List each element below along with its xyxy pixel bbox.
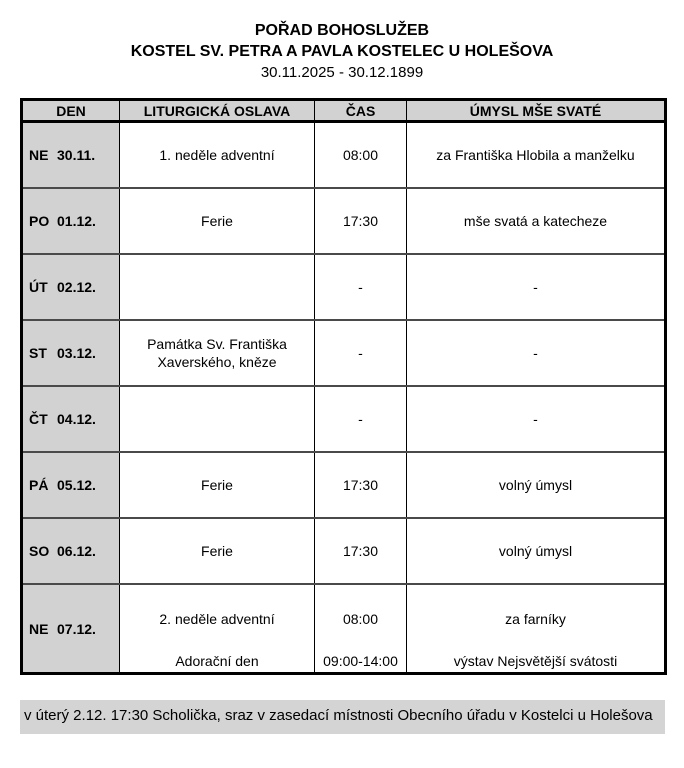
day-date: 03.12. [57, 345, 96, 361]
table-header-row [22, 100, 666, 122]
schedule-body [22, 122, 666, 674]
celebration-cell [120, 188, 315, 254]
celebration-cell [120, 386, 315, 452]
time-secondary-text: 09:00-14:00 [323, 653, 398, 669]
column-header-liturgicka-oslava: LITURGICKÁ OSLAVA [120, 100, 315, 122]
day-date: 04.12. [57, 411, 96, 427]
schedule-row [22, 122, 666, 189]
celebration-text: 1. neděle adventní [159, 147, 275, 163]
column-header-cas: ČAS [315, 100, 407, 122]
time-text: 08:00 [342, 147, 379, 163]
time-text: - [358, 345, 363, 361]
time-cell [315, 122, 407, 189]
intention-cell [407, 452, 666, 518]
date-range: 30.11.2025 - 30.12.1899 [260, 64, 424, 81]
day-abbrev: ÚT [29, 279, 48, 295]
celebration-text: 2. neděle adventní [159, 610, 275, 627]
day-abbrev: PÁ [29, 477, 49, 493]
schedule-row [22, 518, 666, 584]
column-header-umysl-mse-svate: ÚMYSL MŠE SVATÉ [407, 100, 666, 122]
intention-cell [407, 122, 666, 189]
celebration-text: Ferie [201, 543, 233, 559]
intention-cell [407, 584, 666, 674]
schedule-row [22, 320, 666, 386]
celebration-cell [120, 584, 315, 674]
time-text: - [358, 279, 363, 295]
day-cell [22, 320, 120, 386]
day-abbrev: PO [29, 213, 50, 229]
day-abbrev: NE [29, 147, 49, 163]
day-abbrev: NE [29, 620, 49, 637]
time-text: - [358, 411, 363, 427]
day-abbrev: SO [29, 543, 50, 559]
day-abbrev: ST [29, 345, 47, 361]
intention-cell [407, 386, 666, 452]
celebration-cell [120, 254, 315, 320]
intention-text: za farníky [505, 610, 566, 627]
day-cell [22, 452, 120, 518]
day-date: 06.12. [57, 543, 96, 559]
intention-text: volný úmysl [498, 543, 573, 559]
intention-text: - [533, 345, 538, 361]
time-text: 17:30 [342, 213, 379, 229]
celebration-secondary-text: Adorační den [175, 653, 259, 669]
celebration-cell [120, 452, 315, 518]
church-name: KOSTEL SV. PETRA A PAVLA KOSTELEC U HOLEŠOVA [130, 43, 554, 60]
day-date: 07.12. [57, 620, 96, 637]
document-header [0, 0, 684, 83]
intention-cell [407, 320, 666, 386]
intention-text: - [533, 279, 538, 295]
celebration-cell [120, 122, 315, 189]
day-cell [22, 188, 120, 254]
column-header-den: DEN [22, 100, 120, 122]
time-cell [315, 254, 407, 320]
day-cell [22, 386, 120, 452]
intention-cell [407, 188, 666, 254]
intention-cell [407, 254, 666, 320]
day-cell [22, 584, 120, 674]
celebration-text [120, 255, 314, 319]
schedule-row [22, 188, 666, 254]
intention-text: mše svatá a katecheze [463, 213, 608, 229]
footer-note: v úterý 2.12. 17:30 Scholička, sraz v zasedací místnosti Obecního úřadu v Kostelci u Holešova [20, 700, 665, 734]
schedule-row [22, 452, 666, 518]
time-text: 17:30 [342, 477, 379, 493]
intention-secondary-text: výstav Nejsvětější svátosti [453, 653, 618, 669]
document-title: POŘAD BOHOSLUŽEB [254, 22, 430, 39]
day-cell [22, 122, 120, 189]
schedule-row [22, 386, 666, 452]
time-text: 17:30 [342, 543, 379, 559]
day-abbrev: ČT [29, 411, 48, 427]
day-date: 05.12. [57, 477, 96, 493]
celebration-text: Ferie [201, 477, 233, 493]
celebration-cell [120, 518, 315, 584]
celebration-text [120, 387, 314, 451]
celebration-cell [120, 320, 315, 386]
intention-text: volný úmysl [498, 477, 573, 493]
time-cell [315, 320, 407, 386]
intention-text: - [533, 411, 538, 427]
time-cell [315, 584, 407, 674]
intention-text: za Františka Hlobila a manželku [436, 147, 635, 163]
schedule-table [20, 98, 667, 675]
celebration-text: Památka Sv. Františka Xaverského, kněze [147, 336, 287, 370]
time-cell [315, 386, 407, 452]
time-cell [315, 188, 407, 254]
day-date: 01.12. [57, 213, 96, 229]
time-cell [315, 452, 407, 518]
time-text: 08:00 [342, 610, 379, 627]
day-cell [22, 254, 120, 320]
time-cell [315, 518, 407, 584]
schedule-row [22, 254, 666, 320]
day-date: 30.11. [57, 147, 96, 163]
schedule-row [22, 584, 666, 674]
day-cell [22, 518, 120, 584]
intention-cell [407, 518, 666, 584]
celebration-text: Ferie [201, 213, 233, 229]
day-date: 02.12. [57, 279, 96, 295]
